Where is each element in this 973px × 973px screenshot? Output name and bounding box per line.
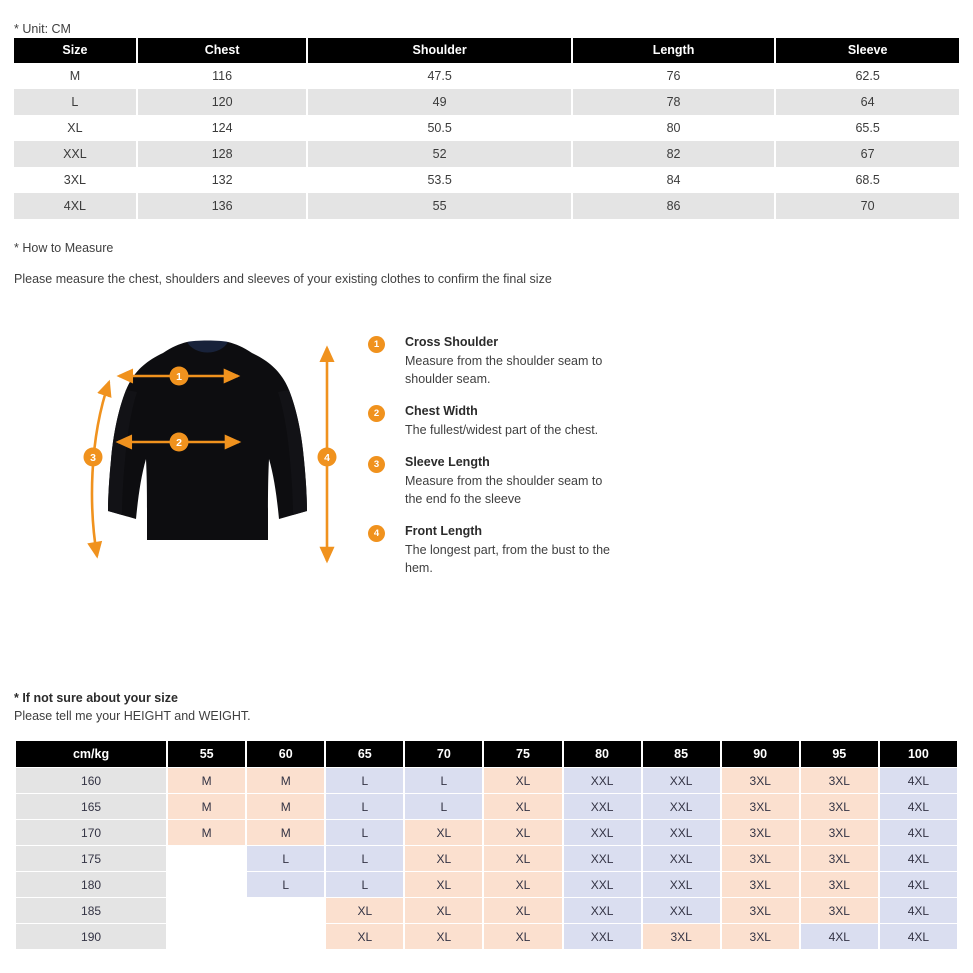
spec-value-cell: 136 [137, 193, 308, 219]
how-to-measure-note: * How to Measure [14, 241, 114, 255]
matrix-size-cell: 4XL [880, 924, 957, 949]
matrix-size-cell: 4XL [880, 872, 957, 897]
matrix-size-cell: L [247, 872, 324, 897]
marker-badge-2 [170, 433, 189, 452]
table-row [14, 115, 959, 141]
matrix-size-cell: 4XL [880, 846, 957, 871]
legend-item-title: Sleeve Length [405, 455, 490, 469]
marker-badge-3 [84, 448, 103, 467]
matrix-size-cell: 3XL [643, 924, 720, 949]
not-sure-subtitle: Please tell me your HEIGHT and WEIGHT. [14, 709, 251, 723]
matrix-table-body [16, 768, 957, 949]
legend-number-badge: 1 [368, 336, 385, 353]
matrix-size-cell: XXL [564, 898, 641, 923]
matrix-size-cell: 4XL [880, 794, 957, 819]
spec-value-cell: 50.5 [307, 115, 571, 141]
matrix-size-cell: L [326, 846, 403, 871]
spec-value-cell: 76 [572, 63, 775, 89]
matrix-weight-header: 90 [722, 741, 799, 767]
matrix-corner-header: cm/kg [16, 741, 166, 767]
unit-note: * Unit: CM [14, 22, 71, 36]
matrix-size-cell: 3XL [801, 794, 878, 819]
matrix-size-cell: XL [484, 794, 561, 819]
spec-value-cell: 47.5 [307, 63, 571, 89]
legend-item [368, 334, 668, 388]
spec-value-cell: 49 [307, 89, 571, 115]
matrix-size-cell: XXL [564, 768, 641, 793]
spec-size-cell: M [14, 63, 137, 89]
spec-size-cell: L [14, 89, 137, 115]
spec-value-cell: 53.5 [307, 167, 571, 193]
legend-number-badge: 3 [368, 456, 385, 473]
matrix-size-cell: XL [484, 872, 561, 897]
matrix-weight-header: 60 [247, 741, 324, 767]
spec-value-cell: 78 [572, 89, 775, 115]
table-row [16, 846, 957, 871]
matrix-weight-header: 95 [801, 741, 878, 767]
matrix-weight-header: 70 [405, 741, 482, 767]
spec-value-cell: 80 [572, 115, 775, 141]
matrix-weight-header: 75 [484, 741, 561, 767]
matrix-size-cell: 3XL [722, 846, 799, 871]
matrix-weight-header: 55 [168, 741, 245, 767]
matrix-size-cell: XL [484, 898, 561, 923]
matrix-size-cell: 4XL [880, 898, 957, 923]
matrix-size-cell: 3XL [722, 794, 799, 819]
spec-value-cell: 132 [137, 167, 308, 193]
matrix-size-cell: L [326, 872, 403, 897]
spec-value-cell: 70 [775, 193, 959, 219]
legend-item-description: The longest part, from the bust to the hem. [405, 543, 610, 575]
legend-item [368, 523, 668, 577]
matrix-size-cell: XL [484, 846, 561, 871]
matrix-size-cell: XXL [643, 872, 720, 897]
matrix-header-row [16, 741, 957, 767]
measure-instruction-text: Please measure the chest, shoulders and sleeves of your existing clothes to confirm the final size [14, 272, 552, 286]
legend-item-description: The fullest/widest part of the chest. [405, 423, 599, 437]
matrix-size-cell: XL [484, 768, 561, 793]
matrix-size-cell: L [405, 768, 482, 793]
matrix-size-cell: 3XL [722, 924, 799, 949]
matrix-height-cell: 175 [16, 846, 166, 871]
matrix-size-cell: 4XL [880, 820, 957, 845]
matrix-weight-header: 100 [880, 741, 957, 767]
spec-column-header: Length [572, 38, 775, 63]
matrix-size-cell: 3XL [801, 846, 878, 871]
matrix-height-cell: 185 [16, 898, 166, 923]
matrix-size-cell [168, 872, 245, 897]
matrix-size-cell: XL [405, 924, 482, 949]
matrix-size-cell: 3XL [722, 898, 799, 923]
matrix-size-cell: XL [405, 846, 482, 871]
matrix-size-cell: 4XL [880, 768, 957, 793]
table-row [14, 167, 959, 193]
legend-item [368, 403, 668, 439]
spec-size-cell: 3XL [14, 167, 137, 193]
marker-badge-1-label: 1 [176, 371, 182, 383]
table-row [14, 89, 959, 115]
spec-value-cell: 65.5 [775, 115, 959, 141]
matrix-size-cell: XL [326, 898, 403, 923]
spec-column-header: Size [14, 38, 137, 63]
table-row [16, 924, 957, 949]
legend-number-badge: 4 [368, 525, 385, 542]
matrix-size-cell: XXL [564, 820, 641, 845]
matrix-size-cell [247, 898, 324, 923]
spec-value-cell: 128 [137, 141, 308, 167]
matrix-size-cell: XXL [643, 768, 720, 793]
spec-size-cell: XL [14, 115, 137, 141]
legend-item-title: Cross Shoulder [405, 335, 499, 349]
legend-item-title: Chest Width [405, 404, 478, 418]
matrix-size-cell: 3XL [801, 768, 878, 793]
matrix-size-cell: L [326, 768, 403, 793]
matrix-size-cell: XXL [564, 872, 641, 897]
spec-column-header: Shoulder [307, 38, 571, 63]
matrix-size-cell: XL [405, 898, 482, 923]
matrix-size-cell: 3XL [722, 768, 799, 793]
matrix-size-cell: XXL [643, 898, 720, 923]
spec-header-row [14, 38, 959, 63]
matrix-weight-header: 85 [643, 741, 720, 767]
matrix-size-cell: 4XL [801, 924, 878, 949]
matrix-size-cell: XXL [643, 820, 720, 845]
matrix-size-cell: M [247, 768, 324, 793]
matrix-height-cell: 190 [16, 924, 166, 949]
table-row [14, 193, 959, 219]
spec-value-cell: 52 [307, 141, 571, 167]
spec-column-header: Sleeve [775, 38, 959, 63]
matrix-size-cell: M [168, 820, 245, 845]
shirt-illustration [75, 328, 340, 593]
matrix-size-cell: M [168, 794, 245, 819]
legend-item-title: Front Length [405, 524, 483, 538]
matrix-size-cell: 3XL [722, 872, 799, 897]
table-row [16, 898, 957, 923]
matrix-size-cell: XXL [564, 846, 641, 871]
spec-size-cell: XXL [14, 141, 137, 167]
matrix-size-cell: XL [484, 924, 561, 949]
matrix-size-cell: 3XL [801, 820, 878, 845]
spec-value-cell: 84 [572, 167, 775, 193]
spec-value-cell: 62.5 [775, 63, 959, 89]
matrix-size-cell: 3XL [801, 872, 878, 897]
matrix-size-cell: M [247, 820, 324, 845]
height-weight-size-matrix [14, 740, 959, 950]
measurement-legend [368, 334, 668, 592]
matrix-size-cell: XXL [564, 924, 641, 949]
matrix-size-cell [168, 898, 245, 923]
matrix-size-cell: L [326, 794, 403, 819]
legend-number-badge: 2 [368, 405, 385, 422]
marker-badge-3-label: 3 [90, 452, 96, 464]
table-row [14, 141, 959, 167]
matrix-weight-header: 65 [326, 741, 403, 767]
legend-item [368, 454, 668, 508]
table-row [16, 872, 957, 897]
legend-item-description: Measure from the shoulder seam to shoulder seam. [405, 354, 603, 386]
measurement-diagram-area [0, 318, 973, 618]
not-sure-title: * If not sure about your size [14, 691, 178, 705]
matrix-size-cell: XXL [643, 794, 720, 819]
matrix-height-cell: 165 [16, 794, 166, 819]
matrix-size-cell: 3XL [722, 820, 799, 845]
matrix-size-cell: XXL [643, 846, 720, 871]
marker-badge-4 [318, 448, 337, 467]
matrix-size-cell: L [247, 846, 324, 871]
marker-badge-1 [170, 367, 189, 386]
matrix-size-cell: M [168, 768, 245, 793]
spec-value-cell: 55 [307, 193, 571, 219]
matrix-size-cell: 3XL [801, 898, 878, 923]
matrix-height-cell: 160 [16, 768, 166, 793]
matrix-height-cell: 180 [16, 872, 166, 897]
marker-badge-4-label: 4 [324, 452, 330, 464]
spec-value-cell: 116 [137, 63, 308, 89]
spec-value-cell: 67 [775, 141, 959, 167]
table-row [16, 768, 957, 793]
table-row [16, 820, 957, 845]
arrow-sleeve-length [92, 382, 109, 556]
spec-value-cell: 82 [572, 141, 775, 167]
marker-badge-2-label: 2 [176, 437, 182, 449]
matrix-size-cell: XL [484, 820, 561, 845]
matrix-size-cell: XL [405, 820, 482, 845]
spec-value-cell: 86 [572, 193, 775, 219]
matrix-size-cell [168, 846, 245, 871]
spec-value-cell: 64 [775, 89, 959, 115]
matrix-size-cell: XXL [564, 794, 641, 819]
spec-value-cell: 68.5 [775, 167, 959, 193]
matrix-size-cell: XL [326, 924, 403, 949]
table-row [14, 63, 959, 89]
matrix-weight-header: 80 [564, 741, 641, 767]
matrix-height-cell: 170 [16, 820, 166, 845]
matrix-size-cell [247, 924, 324, 949]
matrix-size-cell: M [247, 794, 324, 819]
spec-value-cell: 124 [137, 115, 308, 141]
matrix-size-cell: L [326, 820, 403, 845]
matrix-size-cell: L [405, 794, 482, 819]
matrix-size-cell [168, 924, 245, 949]
spec-column-header: Chest [137, 38, 308, 63]
spec-size-cell: 4XL [14, 193, 137, 219]
matrix-size-cell: XL [405, 872, 482, 897]
table-row [16, 794, 957, 819]
legend-item-description: Measure from the shoulder seam to the end fo the sleeve [405, 474, 603, 506]
size-spec-table [14, 38, 959, 219]
spec-value-cell: 120 [137, 89, 308, 115]
spec-table-body [14, 63, 959, 219]
